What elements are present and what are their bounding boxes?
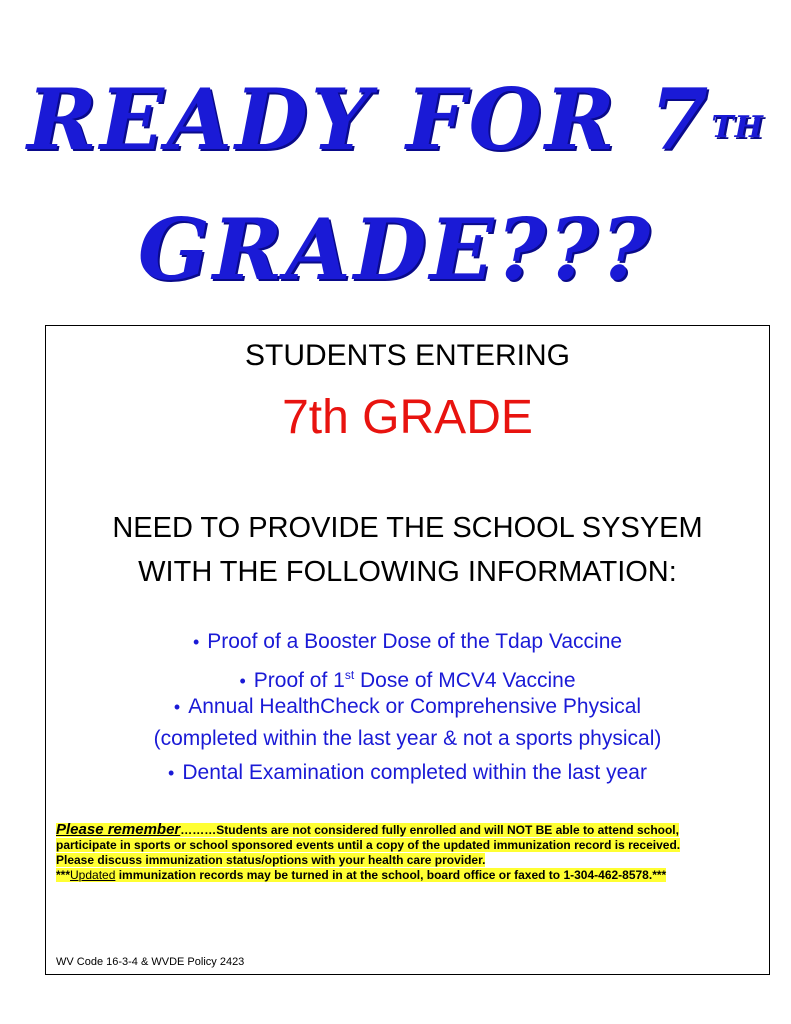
- headline-line-2: GRADE???: [137, 200, 654, 299]
- notice-line-3: Please discuss immunization status/options with your health care provider.: [56, 853, 486, 867]
- notice-line-2: participate in sports or school sponsored events until a copy of the updated immunization record is received.: [56, 838, 681, 852]
- please-remember-lead: Please remember: [56, 821, 181, 838]
- info-box: [45, 325, 770, 975]
- requirement-item-mcv4-sup: st: [344, 668, 355, 682]
- headline-line-1: [0, 70, 791, 170]
- need-to-provide-text: [46, 506, 769, 594]
- need-line-1: NEED TO PROVIDE THE SCHOOL SYSYEM: [112, 512, 703, 544]
- requirement-item-physical-note: (completed within the last year & not a sports physical): [153, 727, 662, 750]
- wv-code-reference: WV Code 16-3-4 & WVDE Policy 2423: [56, 956, 245, 968]
- requirement-item-mcv4-label-post: Dose of MCV4 Vaccine: [354, 669, 576, 692]
- requirement-item-dental: [46, 757, 769, 789]
- requirement-item-tdap-label: Proof of a Booster Dose of the Tdap Vaccine: [207, 630, 623, 653]
- bullet-icon: •: [192, 632, 200, 652]
- need-line-2: WITH THE FOLLOWING INFORMATION:: [138, 556, 677, 588]
- bullet-icon: •: [168, 763, 175, 783]
- bullet-icon: •: [173, 697, 181, 717]
- requirement-item-mcv4-label-pre: Proof of 1: [253, 669, 345, 692]
- please-remember-notice: [56, 822, 756, 883]
- notice-line-4-stars: ***: [56, 868, 71, 882]
- requirement-item-tdap: [46, 626, 769, 658]
- please-remember-dots: ………: [180, 823, 217, 837]
- requirement-item-physical: [46, 691, 769, 723]
- requirement-item-dental-label: Dental Examination completed within the last year: [182, 761, 647, 784]
- headline-line-1-superscript: TH: [711, 110, 765, 145]
- notice-line-4-rest: immunization records may be turned in at the school, board office or faxed to 1-304-462-8578.***: [115, 868, 667, 882]
- grade-heading: 7th GRADE: [282, 391, 533, 444]
- notice-line-1: Students are not considered fully enrolled and will NOT BE able to attend school,: [216, 823, 679, 837]
- headline-line-1-text: READY FOR 7: [26, 70, 712, 169]
- bullet-icon: •: [239, 671, 246, 691]
- requirement-item-physical-label: Annual HealthCheck or Comprehensive Physical: [188, 695, 642, 718]
- notice-line-4-updated: Updated: [70, 868, 116, 882]
- students-entering-heading: STUDENTS ENTERING: [244, 339, 571, 372]
